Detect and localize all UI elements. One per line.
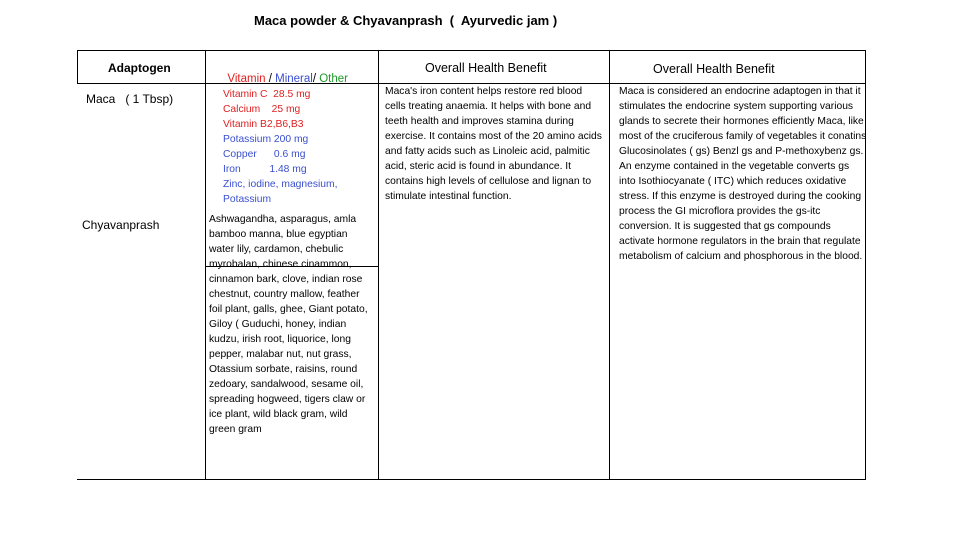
table-bottom-border	[77, 479, 866, 480]
col-divider-3	[609, 50, 610, 480]
nutrient-item: Calcium 25 mg	[223, 104, 301, 115]
header-benefit-1: Overall Health Benefit	[425, 61, 547, 75]
nutrient-item: Iron 1.48 mg	[223, 164, 307, 175]
chyavanprash-ingredients: Ashwagandha, asparagus, amla bamboo manna, blue egyptian water lily, cardamon, chebulic myrobalan, chinese cinammon, cinnamon bark, clove, indian rose chestnut, country mallow, feather foil plant, galls, ghee, Giant potato, Giloy ( Guduchi, honey, indian kudzu, irish root, liquorice, long pepper, malabar nut, nut grass, Otassium sorbate, raisins, round zedoary, sandalwood, sesame oil, spreading hogweed, tigers claw or ice plant, wild black gram, wild green gram	[209, 214, 368, 435]
col-divider-1	[205, 50, 206, 480]
header-nutrients	[221, 61, 348, 85]
page-title: Maca powder & Chyavanprash ( Ayurvedic jam )	[254, 13, 558, 28]
nutrient-item: Copper 0.6 mg	[223, 149, 306, 160]
header-slash: /	[312, 73, 320, 85]
row-label-maca: Maca ( 1 Tbsp)	[86, 92, 174, 106]
header-mineral: Mineral	[275, 73, 313, 85]
nutrient-item: Vitamin C 28.5 mg	[223, 89, 311, 100]
table-left-border	[77, 50, 78, 84]
benefit-text-1: Maca's iron content helps restore red blood cells treating anaemia. It helps with bone and teeth health and improves stamina during exercise. It contains most of the 20 amino acids and fatty acids such as Linoleic acid, palmitic acid, steric acid is found in abundance. It contains high levels of cellulose and lignan to stimulate intestinal function.	[385, 86, 602, 202]
row-label-chyavanprash: Chyavanprash	[82, 218, 160, 232]
header-vitamin: Vitamin	[227, 73, 266, 85]
header-adaptogen: Adaptogen	[108, 61, 171, 75]
maca-nutrient-list	[223, 87, 378, 207]
nutrient-item: Potassium	[223, 194, 272, 205]
nutrient-item: Zinc, iodine, magnesium,	[223, 179, 338, 190]
header-other: Other	[319, 73, 348, 85]
benefit-text-2: Maca is considered an endocrine adaptogen in that it stimulates the endocrine system supporting various glands to secrete their hormones efficiently Maca, like most of the cruciferous family of vegetables it conatins Glucosinolates ( gs) Benzl gs and P-methoxybenz gs. An enzyme contained in the vegetable converts gs into Isothiocyanate ( ITC) which reduces oxidative stress. If this enzyme is destroyed during the cooking process the GI microflora provides the gs-itc conversion. It is suggested that gs compounds activate hormone regulators in the brain that regulate metabolism of calcium and phosphorous in the blood.	[619, 86, 867, 262]
table-top-border	[77, 50, 866, 51]
col-divider-2	[378, 50, 379, 480]
nutrient-item: Vitamin B2,B6,B3	[223, 119, 304, 130]
header-benefit-2: Overall Health Benefit	[653, 62, 775, 76]
header-slash: /	[265, 73, 276, 85]
nutrient-item: Potassium 200 mg	[223, 134, 309, 145]
